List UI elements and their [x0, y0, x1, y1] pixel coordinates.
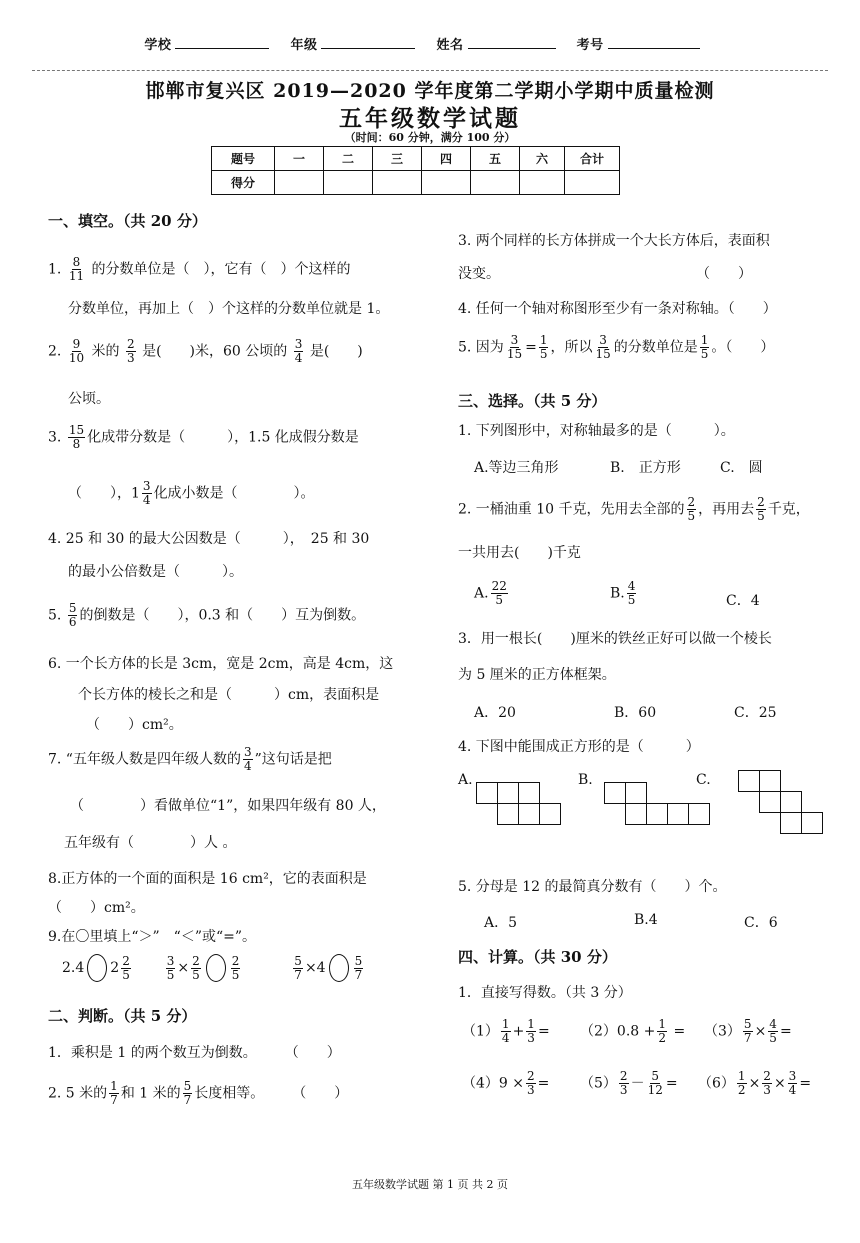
exam-no-blank[interactable] — [608, 36, 700, 49]
dashed-divider — [32, 70, 828, 71]
q3-4-label-a[interactable]: A. — [458, 772, 473, 788]
calc-1: （1） $\frac{1}{4}$ + $\frac{1}{3}$ = — [462, 1017, 550, 1045]
score-cell[interactable] — [471, 171, 520, 195]
q3-1-option-a[interactable]: A.等边三角形 — [474, 460, 559, 476]
q1-1-line1: 1. $\frac{8}{11}$ 的分数单位是（ ），它有（ ）个这样的 — [48, 255, 351, 283]
compare-oval[interactable] — [329, 954, 349, 982]
section3-title: 三、选择。（共 5 分） — [458, 392, 607, 410]
exam-subtitle: 五年级数学试题 — [339, 105, 521, 132]
q1-7-line2: （ ）看做单位“1”，如果四年级有 80 人， — [70, 798, 386, 814]
time-info: （时间：60 分钟，满分 100 分） — [344, 131, 516, 144]
compare-oval[interactable] — [87, 954, 107, 982]
section4-title: 四、计算。（共 30 分） — [458, 948, 617, 966]
q3-3-line1: 3．用一根长( )厘米的铁丝正好可以做一个棱长 — [458, 631, 772, 647]
q1-3-line1: 3. $\frac{15}{8}$ 化成带分数是（ ），1.5 化成假分数是 — [48, 423, 359, 451]
table-cell: 一 — [275, 147, 324, 171]
exam-no-label: 考号 — [576, 38, 604, 53]
calc-5: （5） $\frac{2}{3}$ － $\frac{5}{12}$ = — [580, 1069, 678, 1097]
score-table-score-row — [212, 171, 620, 195]
q1-4-line1: 4. 25 和 30 的最大公因数是（ ）， 25 和 30 — [48, 531, 370, 547]
q2-1: 1．乘积是 1 的两个数互为倒数。 （ ） — [48, 1045, 341, 1061]
q2-2: 2. 5 米的 $\frac{1}{7}$ 和 1 米的 $\frac{5}{7}$ 长度相等。 （ ） — [48, 1079, 349, 1107]
q3-2-option-c[interactable]: C．4 — [726, 593, 760, 609]
q1-8-line2: （ ）cm²。 — [48, 900, 145, 916]
q3-5-option-a[interactable]: A．5 — [484, 915, 518, 931]
grade-label: 年级 — [290, 38, 318, 53]
score-table — [211, 146, 620, 195]
q1-9-expressions: 2.4 2 $\frac{2}{5}$ $\frac{3}{5}$ × $\frac{2}{5}$ $\frac{2}{5}$ $\frac{5}{7}$ ×4 $\frac{5}{7}$ — [62, 953, 363, 982]
section2-title: 二、判断。（共 5 分） — [48, 1007, 197, 1025]
score-cell[interactable] — [373, 171, 422, 195]
q1-2-line2: 公顷。 — [68, 391, 110, 407]
q3-5: 5. 分母是 12 的最简真分数有（ ）个。 — [458, 879, 727, 895]
q3-3-line2: 为 5 厘米的正方体框架。 — [458, 667, 616, 683]
q1-1-line2: 分数单位，再加上（ ）个这样的分数单位就是 1。 — [68, 301, 390, 317]
score-table-header-row — [212, 147, 620, 171]
school-label: 学校 — [144, 38, 172, 53]
q1-9-line1: 9.在〇里填上“＞” “＜”或“=”。 — [48, 929, 257, 945]
q3-2-line1: 2. 一桶油重 10 千克，先用去全部的 $\frac{2}{5}$ ，再用去 $\frac{2}{5}$ 千克， — [458, 495, 810, 523]
q1-8-line1: 8.正方体的一个面的面积是 16 cm²，它的表面积是 — [48, 871, 367, 887]
q1-7-line1: 7. “五年级人数是四年级人数的 $\frac{3}{4}$ ”这句话是把 — [48, 745, 332, 773]
table-cell: 得分 — [212, 171, 275, 195]
q3-2-option-a[interactable]: A. $\frac{22}{5}$ — [474, 579, 507, 607]
q3-4: 4. 下图中能围成正方形的是（ ） — [458, 739, 700, 755]
calc-2: （2）0.8 + $\frac{1}{2}$ = — [580, 1017, 686, 1045]
table-cell: 六 — [520, 147, 565, 171]
header-fields — [0, 34, 860, 53]
q3-2-line2: 一共用去( )千克 — [458, 545, 581, 561]
grade-blank[interactable] — [321, 36, 415, 49]
q3-3-option-c[interactable]: C．25 — [734, 705, 777, 721]
table-cell: 题号 — [212, 147, 275, 171]
q3-1-option-b[interactable]: B. 正方形 — [610, 460, 681, 476]
q3-3-option-b[interactable]: B．60 — [614, 705, 657, 721]
fraction: $\frac{8}{11}$ — [68, 255, 85, 283]
q1-6-line2: 个长方体的棱长之和是（ ）cm，表面积是 — [78, 687, 380, 703]
score-cell[interactable] — [324, 171, 373, 195]
q3-4-label-c[interactable]: C. — [696, 772, 711, 788]
calc-subtitle: 1．直接写得数。（共 3 分） — [458, 985, 632, 1001]
q2-3-line1: 3. 两个同样的长方体拼成一个大长方体后，表面积 — [458, 233, 770, 249]
school-blank[interactable] — [175, 36, 269, 49]
table-cell: 五 — [471, 147, 520, 171]
q3-1-option-c[interactable]: C. 圆 — [720, 460, 763, 476]
q1-5: 5. $\frac{5}{6}$ 的倒数是（ ），0.3 和（ ）互为倒数。 — [48, 601, 366, 629]
q3-4-label-b[interactable]: B. — [578, 772, 593, 788]
q1-6-line1: 6. 一个长方体的长是 3cm，宽是 2cm，高是 4cm，这 — [48, 656, 394, 672]
name-label: 姓名 — [436, 38, 464, 53]
score-cell[interactable] — [520, 171, 565, 195]
q3-5-option-c[interactable]: C．6 — [744, 915, 778, 931]
q1-2-line1: 2. $\frac{9}{10}$ 米的 $\frac{2}{3}$ 是( )米，60 公顷的 $\frac{3}{4}$ 是( ) — [48, 337, 363, 365]
score-cell[interactable] — [275, 171, 324, 195]
q2-5: 5. 因为 $\frac{3}{15}$ = $\frac{1}{5}$ ，所以 $\frac{3}{15}$ 的分数单位是 $\frac{1}{5}$ 。（ ） — [458, 333, 775, 361]
q3-3-option-a[interactable]: A．20 — [474, 705, 516, 721]
q3-2-option-b[interactable]: B. $\frac{4}{5}$ — [610, 579, 636, 607]
q2-3-line2: 没变。 （ ） — [458, 266, 752, 282]
section1-title: 一、填空。（共 20 分） — [48, 212, 207, 230]
score-cell[interactable] — [565, 171, 620, 195]
q1-3-line2: （ ），1 $\frac{3}{4}$ 化成小数是（ ）。 — [68, 479, 315, 507]
q1-4-line2: 的最小公倍数是（ ）。 — [68, 564, 243, 580]
calc-4: （4）9 × $\frac{2}{3}$ = — [462, 1069, 550, 1097]
q3-1: 1. 下列图形中，对称轴最多的是（ ）。 — [458, 423, 735, 439]
exam-title: 邯郸市复兴区 2019—2020 学年度第二学期小学期中质量检测 — [145, 80, 715, 102]
score-cell[interactable] — [422, 171, 471, 195]
page-footer: 五年级数学试题 第 1 页 共 2 页 — [352, 1178, 508, 1191]
q1-6-line3: （ ）cm²。 — [86, 717, 183, 733]
table-cell: 三 — [373, 147, 422, 171]
q3-5-option-b[interactable]: B.4 — [634, 912, 658, 928]
q2-4: 4. 任何一个轴对称图形至少有一条对称轴。（ ） — [458, 301, 777, 317]
table-cell: 合计 — [565, 147, 620, 171]
table-cell: 二 — [324, 147, 373, 171]
name-blank[interactable] — [468, 36, 556, 49]
table-cell: 四 — [422, 147, 471, 171]
compare-oval[interactable] — [206, 954, 226, 982]
calc-3: （3） $\frac{5}{7}$ × $\frac{4}{5}$ = — [704, 1017, 792, 1045]
calc-6: （6） $\frac{1}{2}$ × $\frac{2}{3}$ × $\frac{3}{4}$ = — [698, 1069, 812, 1097]
q1-7-line3: 五年级有（ ）人 。 — [64, 835, 237, 851]
